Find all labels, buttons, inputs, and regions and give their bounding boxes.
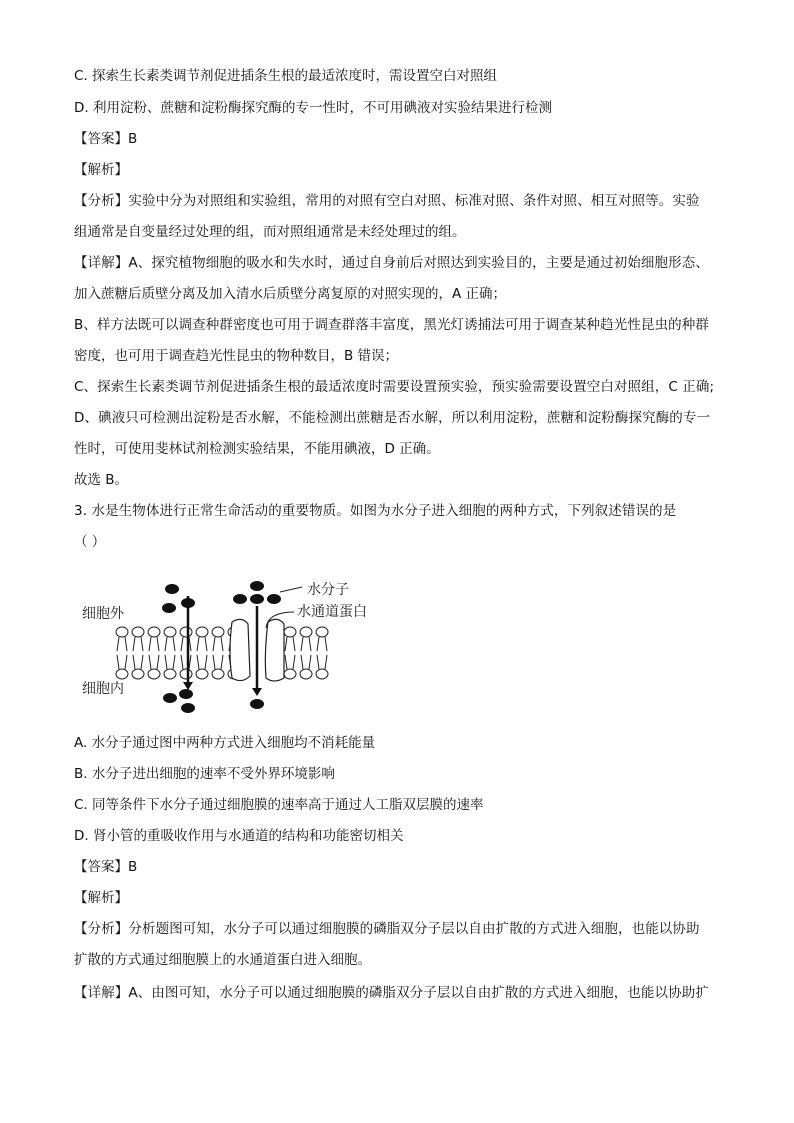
detail-text-b1: B、样方法既可以调查种群密度也可用于调查群落丰富度，黑光灯诱捕法可用于调查某种趋光性昆虫的种群 xyxy=(74,317,709,333)
analysis-text-2: 组通常是自变量经过处理的组，而对照组通常是未经处理过的组。 xyxy=(74,224,466,240)
option-d-prev: D. 利用淀粉、蔗糖和淀粉酶探究酶的专一性时，不可用碘液对实验结果进行检测 xyxy=(74,100,552,116)
water-molecule-dot xyxy=(179,689,193,699)
water-molecules xyxy=(162,581,281,713)
water-molecule-dot xyxy=(163,693,177,703)
bilayer-right xyxy=(284,627,328,679)
water-leader-line xyxy=(280,587,302,592)
explanation-heading-prev: 【解析】 xyxy=(74,162,128,178)
water-molecule-dot xyxy=(250,594,264,604)
bilayer-left xyxy=(116,627,240,679)
membrane-diagram xyxy=(74,566,404,716)
option-a: A. 水分子通过图中两种方式进入细胞均不消耗能量 xyxy=(74,735,376,751)
water-molecule-dot xyxy=(250,581,264,591)
analysis-text-q3-2: 扩散的方式通过细胞膜上的水通道蛋白进入细胞。 xyxy=(74,952,371,968)
detail-text-a1: 【详解】A、探究植物细胞的吸水和失水时，通过自身前后对照达到实验目的，主要是通过初始细胞形态、 xyxy=(74,255,709,271)
option-b: B. 水分子进出细胞的速率不受外界环境影响 xyxy=(74,766,335,782)
choice-conclusion: 故选 B。 xyxy=(74,472,129,488)
water-molecule-dot xyxy=(250,699,264,709)
detail-text-b2: 密度，也可用于调查趋光性昆虫的物种数目，B 错误； xyxy=(74,348,399,364)
water-molecule-dot xyxy=(181,703,195,713)
water-molecule-dot xyxy=(162,603,176,613)
answer-label: 【答案】B xyxy=(74,859,138,875)
question-3-stem: 3. 水是生物体进行正常生命活动的重要物质。如图为水分子进入细胞的两种方式，下列叙述错误的是 xyxy=(74,503,677,519)
explanation-heading: 【解析】 xyxy=(74,890,128,906)
detail-text-d2: 性时，可使用斐林试剂检测实验结果，不能用碘液，D 正确。 xyxy=(74,441,440,457)
inside-label: 细胞内 xyxy=(82,681,124,697)
free-diffusion-arrowhead xyxy=(183,682,193,690)
channel-left-subunit xyxy=(230,619,250,680)
water-channel-label: 水通道蛋白 xyxy=(297,604,367,620)
detail-text-a2: 加入蔗糖后质壁分离及加入清水后质壁分离复原的对照实现的，A 正确； xyxy=(74,286,507,302)
option-d: D. 肾小管的重吸收作用与水通道的结构和功能密切相关 xyxy=(74,828,404,844)
outside-label: 细胞外 xyxy=(82,606,124,622)
water-molecule-dot xyxy=(165,584,179,594)
detail-text-c: C、探索生长素类调节剂促进插条生根的最适浓度时需要设置预实验，预实验需要设置空白对照组，C 正确; xyxy=(74,379,715,395)
option-c-prev: C. 探索生长素类调节剂促进插条生根的最适浓度时，需设置空白对照组 xyxy=(74,68,498,84)
detail-text-d1: D、碘液只可检测出淀粉是否水解，不能检测出蔗糖是否水解，所以利用淀粉，蔗糖和淀粉酶探究酶的专一 xyxy=(74,410,711,426)
channel-diffusion-arrowhead xyxy=(252,688,262,696)
water-molecule-dot xyxy=(233,594,247,604)
channel-right-subunit xyxy=(265,619,284,681)
analysis-text-q3-1: 【分析】分析题图可知，水分子可以通过细胞膜的磷脂双分子层以自由扩散的方式进入细胞，也能以协助 xyxy=(74,921,700,937)
water-molecule-dot xyxy=(267,594,281,604)
water-molecule-label: 水分子 xyxy=(307,582,349,598)
analysis-text-1: 【分析】实验中分为对照组和实验组，常用的对照有空白对照、标准对照、条件对照、相互对照等。实验 xyxy=(74,193,700,209)
lipid-bilayer xyxy=(116,627,328,679)
detail-text-q3-a: 【详解】A、由图可知，水分子可以通过细胞膜的磷脂双分子层以自由扩散的方式进入细胞，也能以协助扩 xyxy=(74,985,709,1001)
question-3-blank: （ ） xyxy=(74,534,106,550)
option-c: C. 同等条件下水分子通过细胞膜的速率高于通过人工脂双层膜的速率 xyxy=(74,797,484,813)
answer-label-prev: 【答案】B xyxy=(74,131,138,147)
